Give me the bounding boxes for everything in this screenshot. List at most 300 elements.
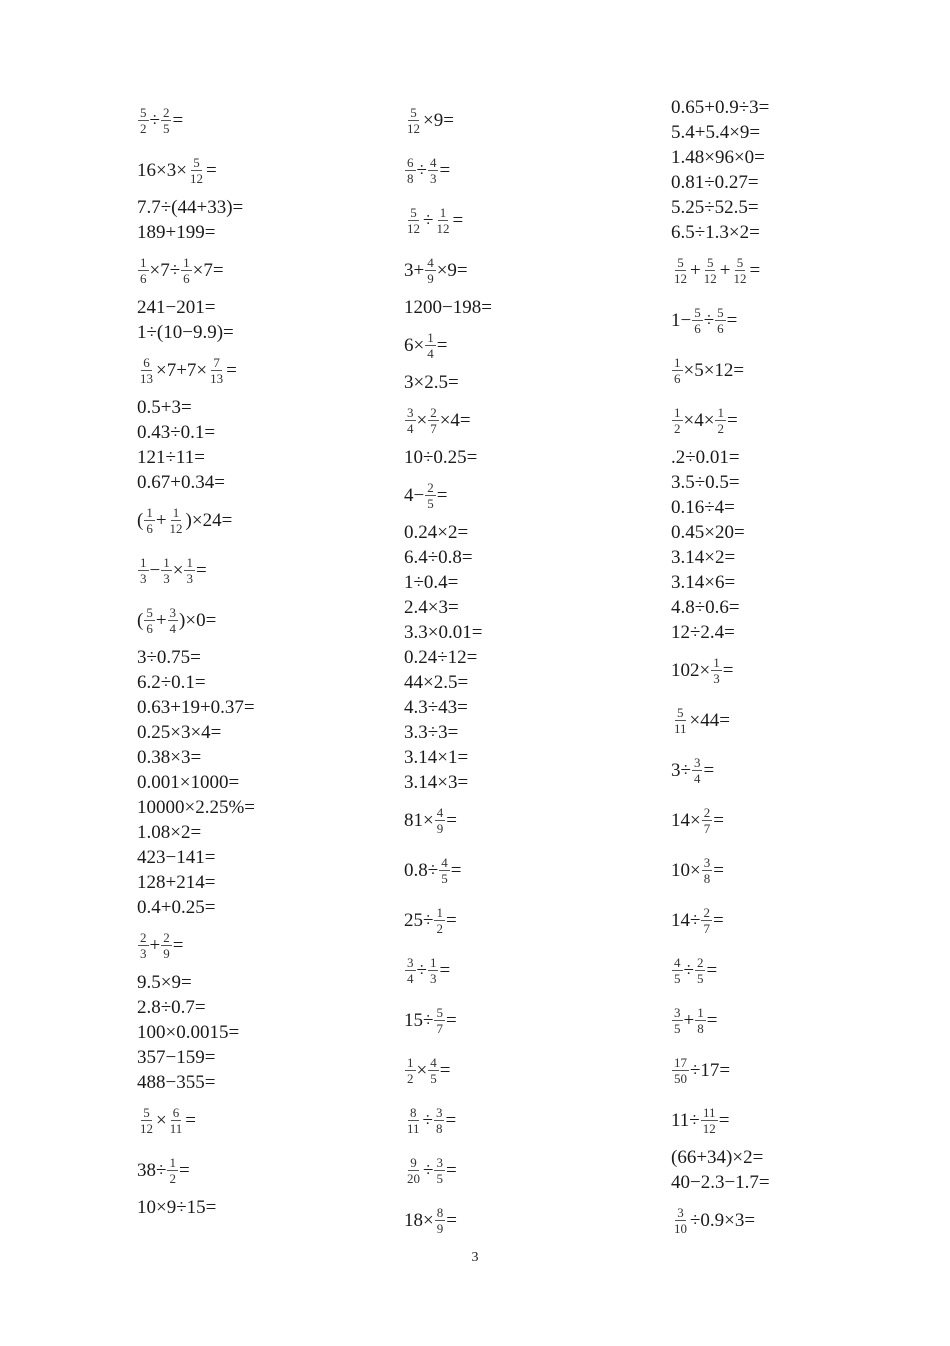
expression-text: ×44= xyxy=(689,709,730,731)
expression-text: 3+ xyxy=(404,259,425,281)
expression-text: 0.001×1000= xyxy=(137,772,240,793)
expression-text: ÷ xyxy=(416,159,427,181)
fraction xyxy=(405,405,416,436)
problem-row xyxy=(404,620,492,645)
expression-text: )×24= xyxy=(185,509,233,531)
fraction-denominator: 4 xyxy=(427,345,434,361)
fraction-numerator: 2 xyxy=(430,404,437,420)
fraction-denominator: 7 xyxy=(430,420,437,436)
expression-text: = xyxy=(713,859,724,881)
fraction xyxy=(405,205,422,236)
problem-row xyxy=(671,745,770,795)
fraction xyxy=(188,155,205,186)
expression-text: + xyxy=(690,259,701,281)
fraction-denominator: 6 xyxy=(694,320,701,336)
problem-row xyxy=(137,295,255,320)
expression-text: × xyxy=(172,559,184,581)
problem-row xyxy=(137,645,255,670)
expression-text: 6.5÷1.3×2= xyxy=(671,222,760,243)
fraction-denominator: 50 xyxy=(674,1070,687,1086)
fraction-denominator: 6 xyxy=(146,620,153,636)
fraction-numerator: 1 xyxy=(674,404,681,420)
fraction-denominator: 3 xyxy=(429,170,437,186)
expression-text: − xyxy=(149,559,161,581)
fraction-denominator: 12 xyxy=(169,520,183,536)
fraction-numerator: 4 xyxy=(427,254,434,270)
fraction xyxy=(138,355,155,386)
problem-row xyxy=(137,1095,255,1145)
expression-text: 2.8÷0.7= xyxy=(137,997,206,1018)
problem-column-3 xyxy=(671,95,770,1245)
expression-text: × xyxy=(416,1059,428,1081)
fraction-numerator: 1 xyxy=(674,354,681,370)
expression-text: 3×2.5= xyxy=(404,372,459,393)
expression-text: ÷ xyxy=(416,959,427,981)
expression-text: 4.8÷0.6= xyxy=(671,597,740,618)
expression-text: 38÷ xyxy=(137,1159,167,1181)
problem-row xyxy=(671,295,770,345)
problem-row xyxy=(404,545,492,570)
problem-row xyxy=(137,720,255,745)
expression-text: 241−201= xyxy=(137,297,216,318)
fraction-numerator: 6 xyxy=(172,1104,180,1120)
problem-row xyxy=(404,1195,492,1245)
expression-text: = xyxy=(726,309,738,331)
fraction-numerator: 3 xyxy=(677,1204,684,1220)
fraction-denominator: 12 xyxy=(674,270,687,286)
fraction xyxy=(168,1105,185,1136)
problem-row xyxy=(137,895,255,920)
fraction xyxy=(168,505,185,536)
problem-row xyxy=(671,470,770,495)
fraction xyxy=(138,555,149,586)
expression-text: ×7= xyxy=(192,259,224,281)
problem-row xyxy=(404,295,492,320)
fraction xyxy=(439,855,450,886)
fraction-denominator: 3 xyxy=(140,945,147,961)
expression-text: = xyxy=(439,959,451,981)
fraction-denominator: 10 xyxy=(674,1220,687,1236)
fraction-numerator: 2 xyxy=(703,904,710,920)
fraction xyxy=(405,1155,422,1186)
fraction-numerator: 2 xyxy=(162,104,170,120)
fraction xyxy=(425,330,436,361)
expression-text: 2.4×3= xyxy=(404,597,459,618)
problem-row xyxy=(404,370,492,395)
problem-row xyxy=(671,595,770,620)
fraction xyxy=(702,255,719,286)
expression-text: ÷0.9×3= xyxy=(690,1209,756,1231)
expression-text: = xyxy=(749,259,761,281)
fraction xyxy=(425,480,436,511)
expression-text: 44×2.5= xyxy=(404,672,469,693)
problem-row xyxy=(404,1145,492,1195)
fraction xyxy=(672,255,689,286)
fraction-numerator: 1 xyxy=(169,1154,176,1170)
fraction xyxy=(167,1155,178,1186)
problem-row xyxy=(404,470,492,520)
problem-row xyxy=(404,195,492,245)
problem-row xyxy=(137,870,255,895)
problem-row xyxy=(404,770,492,795)
fraction-denominator: 3 xyxy=(713,670,720,686)
fraction xyxy=(405,105,422,136)
problem-row xyxy=(404,645,492,670)
fraction xyxy=(434,205,451,236)
fraction-denominator: 9 xyxy=(436,820,444,836)
expression-text: = xyxy=(706,959,718,981)
fraction-denominator: 12 xyxy=(189,170,203,186)
fraction xyxy=(181,255,192,286)
expression-text: ÷ xyxy=(703,309,715,331)
problem-row xyxy=(137,495,255,545)
fraction xyxy=(711,655,722,686)
problem-row xyxy=(671,1095,770,1145)
problem-row xyxy=(404,445,492,470)
problem-row xyxy=(671,245,770,295)
fraction-denominator: 9 xyxy=(163,945,170,961)
expression-text: = xyxy=(718,1109,730,1131)
fraction-denominator: 6 xyxy=(674,370,681,386)
fraction-numerator: 5 xyxy=(146,604,153,620)
fraction xyxy=(695,1005,706,1036)
fraction xyxy=(144,505,155,536)
fraction-denominator: 11 xyxy=(407,1120,420,1136)
problem-row xyxy=(137,670,255,695)
expression-text: = xyxy=(445,1009,457,1031)
expression-text: = xyxy=(706,1009,718,1031)
expression-text: (66+34)×2= xyxy=(671,1147,764,1168)
fraction-numerator: 3 xyxy=(674,1004,681,1020)
fraction-denominator: 2 xyxy=(407,1070,414,1086)
expression-text: 10× xyxy=(671,859,701,881)
fraction-numerator: 1 xyxy=(429,954,437,970)
fraction xyxy=(161,555,172,586)
problem-row xyxy=(671,345,770,395)
fraction xyxy=(672,355,683,386)
problem-row xyxy=(137,695,255,720)
expression-text: 7.7÷(44+33)= xyxy=(137,197,244,218)
fraction-numerator: 1 xyxy=(183,254,190,270)
problem-row xyxy=(137,195,255,220)
fraction xyxy=(428,155,439,186)
expression-text: + xyxy=(149,934,161,956)
fraction-numerator: 1 xyxy=(407,1054,414,1070)
expression-text: = xyxy=(436,334,448,356)
expression-text: 3.14×6= xyxy=(671,572,736,593)
expression-text: 15÷ xyxy=(404,1009,434,1031)
fraction-denominator: 5 xyxy=(696,970,704,986)
expression-text: 0.38×3= xyxy=(137,747,202,768)
expression-text: 357−159= xyxy=(137,1047,216,1068)
fraction-numerator: 3 xyxy=(435,1104,443,1120)
expression-text: + xyxy=(719,259,731,281)
problem-row xyxy=(671,220,770,245)
problem-row xyxy=(671,195,770,220)
fraction-numerator: 3 xyxy=(169,604,177,620)
fraction-numerator: 2 xyxy=(163,929,170,945)
fraction-numerator: 6 xyxy=(407,154,414,170)
fraction-numerator: 5 xyxy=(140,104,147,120)
expression-text: ( xyxy=(137,609,144,631)
fraction-denominator: 9 xyxy=(427,270,434,286)
problem-row xyxy=(137,995,255,1020)
fraction-denominator: 6 xyxy=(146,520,153,536)
fraction-numerator: 1 xyxy=(697,1004,704,1020)
fraction-numerator: 5 xyxy=(677,704,684,720)
problem-row xyxy=(137,145,255,195)
fraction-denominator: 12 xyxy=(703,270,717,286)
fraction-denominator: 12 xyxy=(702,1120,716,1136)
fraction-denominator: 12 xyxy=(140,1120,153,1136)
expression-text: ×7÷ xyxy=(149,259,181,281)
fraction xyxy=(428,405,439,436)
expression-text: ×5×12= xyxy=(683,359,745,381)
problem-row xyxy=(137,445,255,470)
problem-row xyxy=(404,145,492,195)
problem-row xyxy=(671,845,770,895)
problem-row xyxy=(671,895,770,945)
expression-text: 189+199= xyxy=(137,222,216,243)
expression-text: ×4= xyxy=(439,409,471,431)
expression-text: 3.3÷3= xyxy=(404,722,459,743)
fraction-numerator: 7 xyxy=(213,354,220,370)
problem-row xyxy=(404,1045,492,1095)
fraction xyxy=(434,905,445,936)
problem-row xyxy=(671,95,770,120)
problem-row xyxy=(671,795,770,845)
problem-row xyxy=(137,345,255,395)
fraction-numerator: 2 xyxy=(427,479,434,495)
fraction-denominator: 8 xyxy=(703,870,711,886)
expression-text: ×7+7× xyxy=(156,359,208,381)
expression-text: 1− xyxy=(671,309,692,331)
expression-text: 1÷0.4= xyxy=(404,572,459,593)
fraction-numerator: 1 xyxy=(439,204,447,220)
problem-row xyxy=(404,595,492,620)
fraction-numerator: 17 xyxy=(674,1054,687,1070)
problem-row xyxy=(671,1195,770,1245)
fraction xyxy=(672,955,683,986)
fraction-denominator: 11 xyxy=(674,720,687,736)
expression-text: = xyxy=(445,1109,457,1131)
expression-text: 3.14×2= xyxy=(671,547,736,568)
problem-row xyxy=(137,1195,255,1220)
expression-text: 16×3× xyxy=(137,159,187,181)
fraction-denominator: 11 xyxy=(169,1120,183,1136)
fraction-numerator: 5 xyxy=(717,304,724,320)
expression-text: = xyxy=(722,659,734,681)
expression-text: 6× xyxy=(404,334,425,356)
fraction-numerator: 5 xyxy=(193,154,200,170)
fraction xyxy=(702,855,713,886)
expression-text: = xyxy=(452,209,464,231)
expression-text: = xyxy=(439,159,451,181)
expression-text: = xyxy=(172,934,184,956)
fraction-denominator: 12 xyxy=(407,120,420,136)
problem-row xyxy=(671,395,770,445)
expression-text: ×9= xyxy=(423,109,454,131)
expression-text: 3.3×0.01= xyxy=(404,622,483,643)
expression-text: = xyxy=(185,1109,196,1131)
fraction xyxy=(715,405,726,436)
expression-text: 0.25×3×4= xyxy=(137,722,222,743)
expression-text: 0.16÷4= xyxy=(671,497,735,518)
fraction-numerator: 5 xyxy=(706,254,714,270)
problem-row xyxy=(671,120,770,145)
fraction-numerator: 2 xyxy=(140,929,147,945)
expression-text: 0.45×20= xyxy=(671,522,745,543)
fraction-numerator: 4 xyxy=(441,854,448,870)
expression-text: 6.4÷0.8= xyxy=(404,547,473,568)
problem-row xyxy=(404,670,492,695)
fraction xyxy=(184,555,195,586)
fraction-numerator: 4 xyxy=(436,804,444,820)
fraction-numerator: 3 xyxy=(407,954,414,970)
problem-row xyxy=(671,945,770,995)
expression-text: = xyxy=(446,809,457,831)
expression-text: ÷ xyxy=(683,959,694,981)
problem-row xyxy=(671,170,770,195)
problem-row xyxy=(671,520,770,545)
problem-row xyxy=(671,445,770,470)
expression-text: = xyxy=(712,909,724,931)
fraction-denominator: 5 xyxy=(162,120,170,136)
problem-row xyxy=(137,1145,255,1195)
expression-text: + xyxy=(155,509,167,531)
problem-row xyxy=(404,570,492,595)
fraction-denominator: 6 xyxy=(183,270,190,286)
fraction-denominator: 3 xyxy=(140,570,147,586)
fraction xyxy=(405,155,416,186)
expression-text: 0.67+0.34= xyxy=(137,472,225,493)
problem-row xyxy=(404,995,492,1045)
fraction-numerator: 5 xyxy=(410,204,417,220)
expression-text: 10×9÷15= xyxy=(137,1197,217,1218)
fraction-denominator: 3 xyxy=(429,970,437,986)
expression-text: 11÷ xyxy=(671,1109,700,1131)
fraction-numerator: 5 xyxy=(694,304,701,320)
expression-text: 14÷ xyxy=(671,909,701,931)
problem-row xyxy=(404,945,492,995)
expression-text: .2÷0.01= xyxy=(671,447,740,468)
fraction xyxy=(692,305,703,336)
fraction-denominator: 12 xyxy=(436,220,450,236)
fraction-denominator: 3 xyxy=(163,570,170,586)
expression-text: 0.8÷ xyxy=(404,859,439,881)
problem-row xyxy=(137,95,255,145)
fraction-denominator: 2 xyxy=(436,920,443,936)
fraction xyxy=(405,1055,416,1086)
fraction-numerator: 9 xyxy=(410,1154,417,1170)
expression-text: )×0= xyxy=(179,609,217,631)
expression-text: 0.4+0.25= xyxy=(137,897,216,918)
expression-text: = xyxy=(439,1059,451,1081)
fraction-denominator: 5 xyxy=(430,1070,437,1086)
expression-text: ÷17= xyxy=(690,1059,731,1081)
problem-row xyxy=(671,645,770,695)
problem-row xyxy=(671,495,770,520)
fraction xyxy=(434,1105,445,1136)
fraction-denominator: 13 xyxy=(140,370,153,386)
fraction-numerator: 2 xyxy=(696,954,704,970)
fraction-denominator: 13 xyxy=(210,370,224,386)
expression-text: 3.5÷0.5= xyxy=(671,472,740,493)
fraction xyxy=(435,1205,446,1236)
fraction-denominator: 7 xyxy=(436,1020,443,1036)
fraction-numerator: 4 xyxy=(429,154,437,170)
fraction-numerator: 1 xyxy=(146,504,153,520)
expression-text: 102× xyxy=(671,659,711,681)
fraction-denominator: 20 xyxy=(407,1170,420,1186)
expression-text: = xyxy=(713,809,724,831)
problem-row xyxy=(137,470,255,495)
problem-row xyxy=(671,995,770,1045)
fraction-numerator: 8 xyxy=(436,1204,444,1220)
problem-row xyxy=(671,620,770,645)
expression-text: 40−2.3−1.7= xyxy=(671,1172,770,1193)
expression-text: = xyxy=(445,909,457,931)
expression-text: ÷ xyxy=(423,1159,434,1181)
problem-row xyxy=(404,745,492,770)
problem-column-2 xyxy=(404,95,492,1245)
expression-text: 6.2÷0.1= xyxy=(137,672,206,693)
fraction xyxy=(672,1055,689,1086)
fraction xyxy=(701,1105,718,1136)
fraction xyxy=(138,105,149,136)
expression-text: + xyxy=(683,1009,695,1031)
expression-text: + xyxy=(155,609,167,631)
problem-row xyxy=(137,420,255,445)
expression-text: 488−355= xyxy=(137,1072,216,1093)
expression-text: × xyxy=(156,1109,167,1131)
fraction xyxy=(425,255,436,286)
problem-row xyxy=(404,95,492,145)
fraction-numerator: 3 xyxy=(703,854,711,870)
expression-text: 4.3÷43= xyxy=(404,697,468,718)
expression-text: 0.5+3= xyxy=(137,397,192,418)
fraction-denominator: 2 xyxy=(674,420,681,436)
fraction xyxy=(695,955,706,986)
fraction-numerator: 2 xyxy=(703,804,711,820)
expression-text: 0.24÷12= xyxy=(404,647,478,668)
expression-text: 3.14×3= xyxy=(404,772,469,793)
problem-row xyxy=(671,1145,770,1170)
fraction-numerator: 1 xyxy=(427,329,434,345)
fraction-denominator: 8 xyxy=(435,1120,443,1136)
fraction-numerator: 3 xyxy=(407,404,414,420)
expression-text: 18× xyxy=(404,1209,434,1231)
problem-row xyxy=(404,395,492,445)
problem-row xyxy=(671,145,770,170)
fraction xyxy=(715,305,726,336)
fraction xyxy=(428,955,439,986)
fraction xyxy=(428,1055,439,1086)
expression-text: = xyxy=(205,159,217,181)
expression-text: 0.81÷0.27= xyxy=(671,172,759,193)
problem-row xyxy=(671,570,770,595)
fraction-numerator: 1 xyxy=(186,554,193,570)
fraction-numerator: 1 xyxy=(163,554,170,570)
fraction-numerator: 3 xyxy=(436,1154,443,1170)
fraction-denominator: 5 xyxy=(441,870,448,886)
expression-text: 10÷0.25= xyxy=(404,447,478,468)
fraction-denominator: 12 xyxy=(733,270,747,286)
problem-row xyxy=(137,395,255,420)
expression-text: 0.65+0.9÷3= xyxy=(671,97,770,118)
expression-text: 100×0.0015= xyxy=(137,1022,240,1043)
fraction xyxy=(161,930,172,961)
